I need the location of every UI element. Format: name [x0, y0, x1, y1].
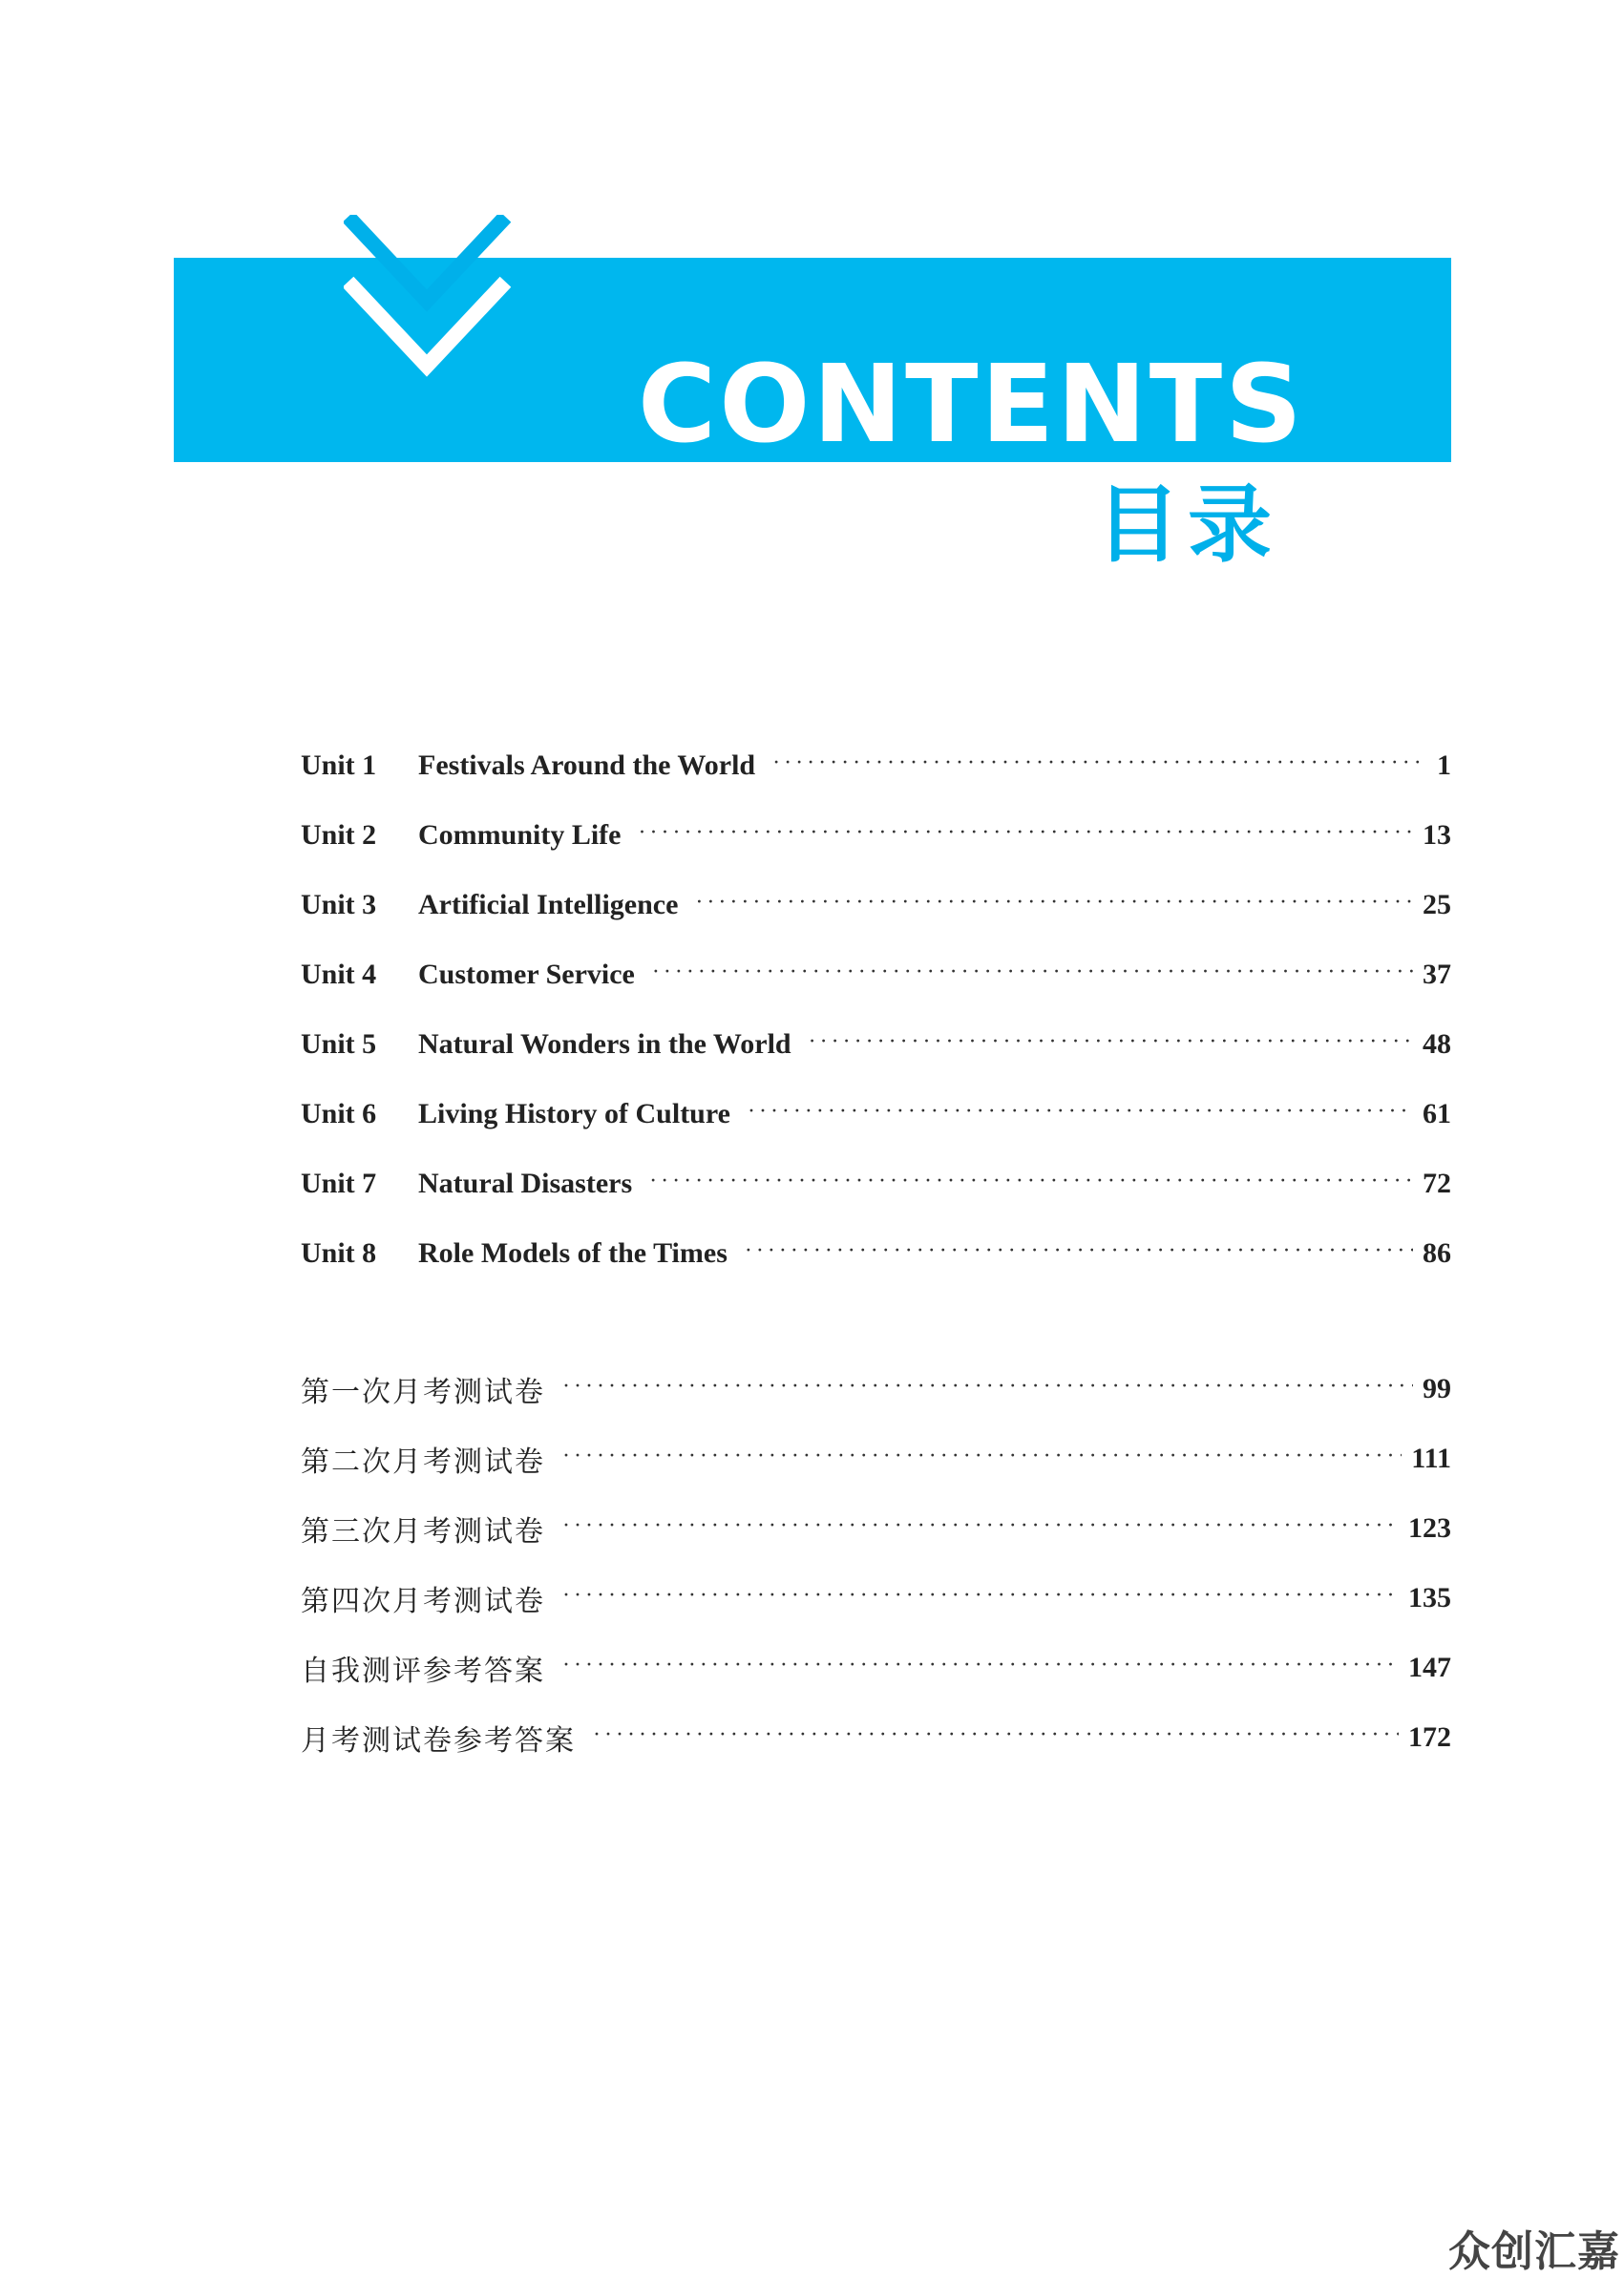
unit-title: Natural Wonders in the World	[418, 1027, 791, 1060]
unit-title: Community Life	[418, 818, 622, 851]
watermark-logo: 众创汇嘉	[1448, 2227, 1620, 2276]
dot-leader	[562, 1374, 1413, 1400]
page-number: 111	[1411, 1442, 1451, 1474]
entry-title: 第四次月考测试卷	[301, 1584, 545, 1618]
page-number: 147	[1408, 1651, 1451, 1683]
page-number: 135	[1408, 1581, 1451, 1614]
page-number: 99	[1423, 1372, 1451, 1404]
page-number: 25	[1423, 888, 1451, 920]
page-number: 86	[1423, 1236, 1451, 1269]
dot-leader	[593, 1722, 1399, 1748]
unit-title: Role Models of the Times	[418, 1236, 728, 1269]
double-chevron-down-icon	[344, 215, 511, 387]
dot-leader	[649, 1169, 1413, 1194]
entry-title: 自我测评参考答案	[301, 1654, 545, 1688]
toc-extras-list	[301, 1354, 1451, 1772]
toc-entry-unit-1[interactable]	[301, 730, 1451, 800]
page-number: 123	[1408, 1511, 1451, 1544]
toc-units-list	[301, 730, 1451, 1288]
page-number: 172	[1408, 1720, 1451, 1753]
toc-entry-monthly-test-2[interactable]	[301, 1424, 1451, 1493]
toc-entry-monthly-test-1[interactable]	[301, 1354, 1451, 1424]
toc-entry-unit-7[interactable]	[301, 1149, 1451, 1218]
dot-leader	[745, 1238, 1413, 1264]
page-number: 13	[1423, 818, 1451, 851]
toc-entry-monthly-test-3[interactable]	[301, 1493, 1451, 1563]
dot-leader	[562, 1653, 1399, 1678]
dot-leader	[652, 960, 1413, 985]
entry-title: 第二次月考测试卷	[301, 1445, 545, 1479]
toc-entry-unit-2[interactable]	[301, 800, 1451, 870]
unit-title: Living History of Culture	[418, 1097, 730, 1129]
unit-number: Unit 6	[301, 1097, 377, 1129]
dot-leader	[772, 750, 1427, 776]
page-number: 1	[1437, 749, 1451, 781]
dot-leader	[639, 820, 1414, 846]
toc-entry-unit-4[interactable]	[301, 939, 1451, 1009]
unit-title: Natural Disasters	[418, 1167, 633, 1199]
unit-number: Unit 5	[301, 1027, 377, 1060]
toc-entry-monthly-test-answers[interactable]	[301, 1702, 1451, 1772]
toc-entry-unit-8[interactable]	[301, 1218, 1451, 1288]
unit-number: Unit 1	[301, 749, 377, 781]
dot-leader	[748, 1099, 1413, 1125]
page-number: 72	[1423, 1167, 1451, 1199]
dot-leader	[562, 1513, 1399, 1539]
dot-leader	[695, 890, 1413, 916]
unit-number: Unit 7	[301, 1167, 377, 1199]
toc-entry-self-assessment-answers[interactable]	[301, 1633, 1451, 1702]
unit-number: Unit 3	[301, 888, 377, 920]
toc-entry-unit-5[interactable]	[301, 1009, 1451, 1079]
dot-leader	[562, 1444, 1402, 1469]
entry-title: 第一次月考测试卷	[301, 1375, 545, 1409]
toc-entry-unit-3[interactable]	[301, 870, 1451, 939]
page-number: 48	[1423, 1027, 1451, 1060]
toc-entry-monthly-test-4[interactable]	[301, 1563, 1451, 1633]
dot-leader	[809, 1029, 1413, 1055]
page-title: CONTENTS	[638, 351, 1305, 462]
unit-number: Unit 2	[301, 818, 377, 851]
dot-leader	[562, 1583, 1399, 1609]
page-number: 37	[1423, 958, 1451, 990]
page-subtitle: 目录	[1096, 475, 1280, 574]
toc-entry-unit-6[interactable]	[301, 1079, 1451, 1149]
unit-title: Festivals Around the World	[418, 749, 756, 781]
unit-number: Unit 4	[301, 958, 377, 990]
unit-title: Artificial Intelligence	[418, 888, 679, 920]
entry-title: 第三次月考测试卷	[301, 1514, 545, 1549]
page-number: 61	[1423, 1097, 1451, 1129]
entry-title: 月考测试卷参考答案	[301, 1723, 576, 1758]
unit-title: Customer Service	[418, 958, 635, 990]
unit-number: Unit 8	[301, 1236, 377, 1269]
